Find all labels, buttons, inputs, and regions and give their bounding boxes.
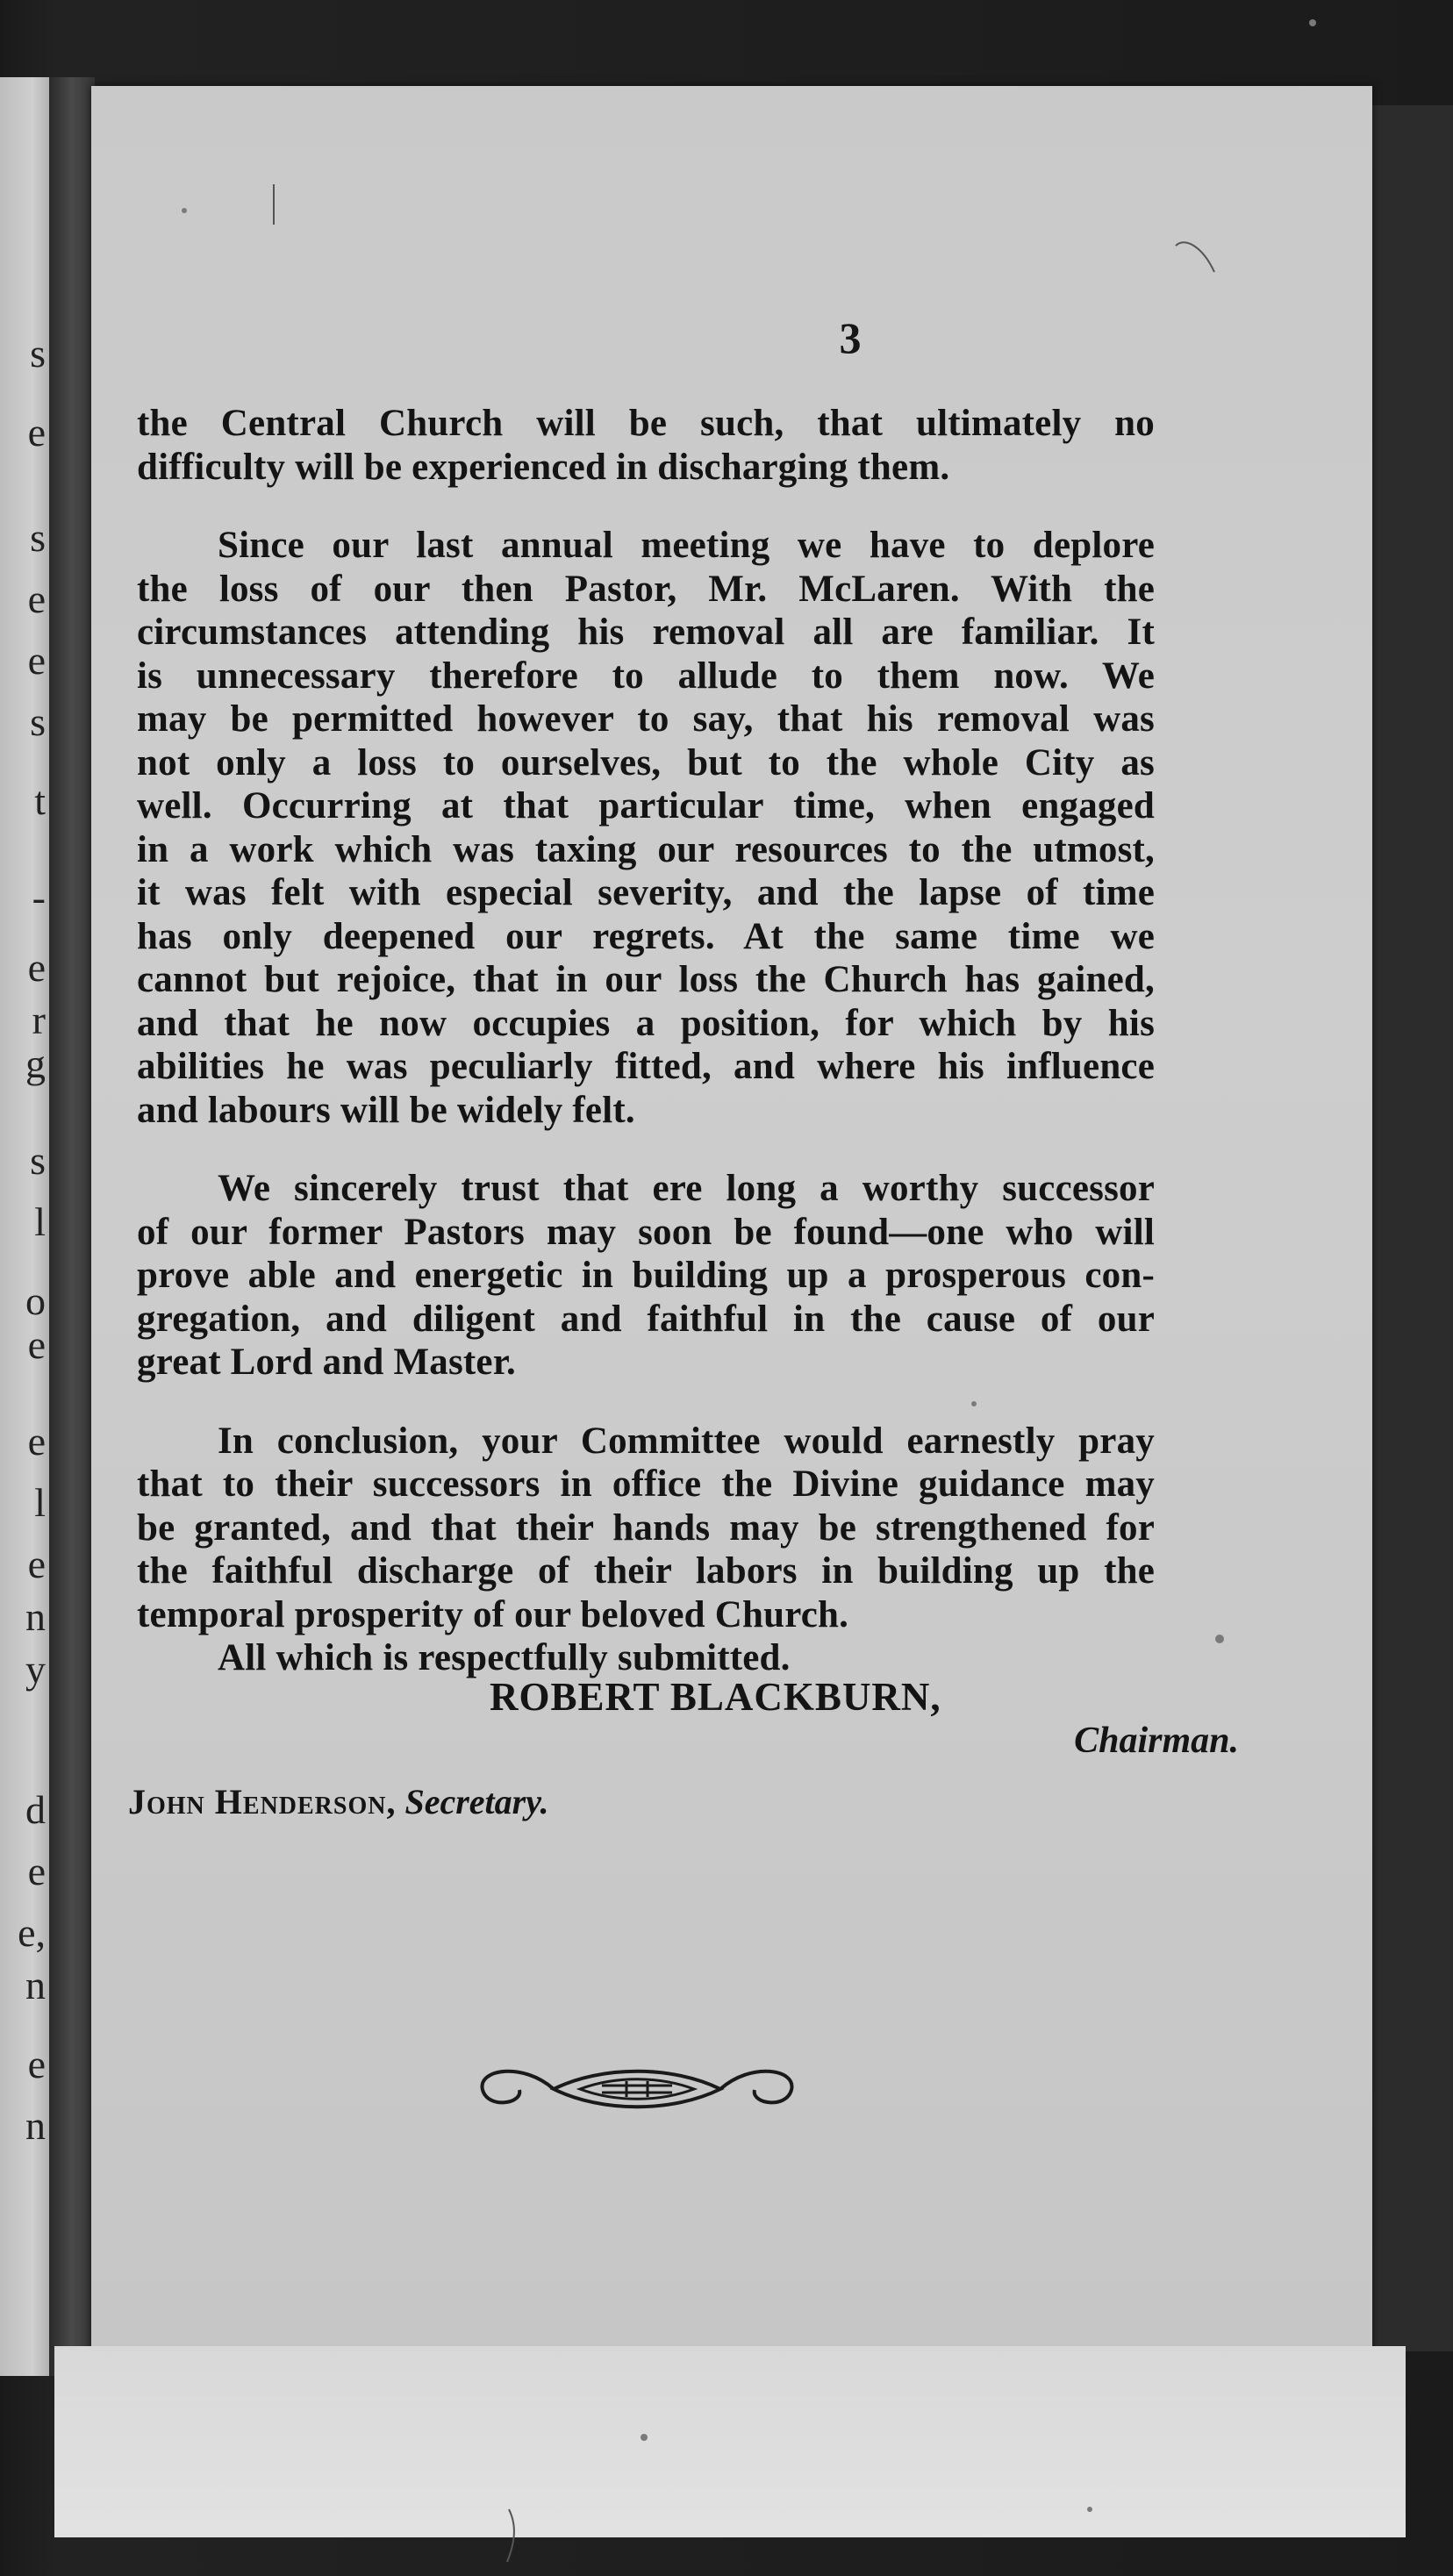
text-line: has only deepened our regrets. At the same time we: [137, 915, 1155, 957]
text-line: circumstances attending his removal all are familiar. It: [137, 612, 1155, 653]
signatory-title: Chairman.: [1074, 1721, 1239, 1761]
paragraph: [137, 402, 1155, 489]
text-line: and labours will be widely felt.: [137, 1089, 635, 1131]
secretary-title: Secretary.: [404, 1782, 549, 1821]
text-line: We sincerely trust that ere long a worthy successor: [218, 1168, 1155, 1209]
adjacent-page-fragment: y: [25, 1647, 46, 1692]
adjacent-page-fragment: n: [25, 1963, 46, 2007]
text-line: of our former Pastors may soon be found—one who will: [137, 1211, 1155, 1253]
adjacent-page-fragment: o: [25, 1278, 46, 1323]
adjacent-page-fragment: s: [30, 699, 46, 744]
text-line: the faithful discharge of their labors in building up the: [137, 1550, 1155, 1592]
adjacent-page-fragment: e: [27, 638, 46, 683]
adjacent-page-fragment: s: [30, 331, 46, 376]
text-line: is unnecessary therefore to allude to them now. We: [137, 655, 1155, 697]
text-line: the loss of our then Pastor, Mr. McLaren. With the: [137, 568, 1155, 610]
adjacent-page-fragment: e: [27, 2042, 46, 2086]
page-number: 3: [839, 313, 862, 362]
page-gutter-shadow: [49, 77, 95, 2376]
text-line: Since our last annual meeting we have to deplore: [218, 525, 1155, 566]
text-line: and that he now occupies a position, for which by his: [137, 1002, 1155, 1044]
adjacent-page-fragment: -: [32, 875, 46, 919]
text-line: temporal prosperity of our beloved Church.: [137, 1593, 849, 1635]
text-line: in a work which was taxing our resources to the utmost,: [137, 828, 1155, 870]
adjacent-page-fragment: d: [25, 1787, 46, 1832]
adjacent-page-fragment: e: [27, 576, 46, 621]
secretary-line: [128, 1781, 918, 1822]
text-line: difficulty will be experienced in discharging them.: [137, 446, 950, 488]
adjacent-page-fragment: s: [30, 1138, 46, 1183]
document-page: [91, 86, 1372, 2385]
adjacent-page-fragment: e: [27, 1849, 46, 1893]
text-line: prove able and energetic in building up a prosperous con-: [137, 1255, 1155, 1296]
adjacent-page-edge: [0, 77, 54, 2376]
signatory-name: ROBERT BLACKBURN,: [490, 1675, 941, 1719]
text-line: cannot but rejoice, that in our loss the Church has gained,: [137, 959, 1155, 1000]
decorative-flourish-icon: [470, 2050, 804, 2129]
adjacent-page-fragment: n: [25, 1594, 46, 1639]
paragraph-gap: [137, 489, 1155, 524]
paragraph-gap: [137, 1132, 1155, 1167]
text-line: well. Occurring at that particular time, when engaged: [137, 785, 1155, 826]
paragraph-gap: [137, 1385, 1155, 1420]
adjacent-page-fragment: n: [25, 2103, 46, 2148]
adjacent-page-fragment: e: [27, 1542, 46, 1586]
adjacent-page-fragment: e: [27, 1419, 46, 1463]
adjacent-page-fragment: l: [34, 1480, 46, 1525]
text-line: be granted, and that their hands may be strengthened for: [137, 1506, 1155, 1549]
paragraph: [137, 1167, 1155, 1385]
adjacent-page-fragment: e: [27, 410, 46, 454]
text-line: great Lord and Master.: [137, 1342, 516, 1383]
paragraph: [137, 1420, 1155, 1637]
adjacent-page-fragment: e,: [18, 1910, 46, 1955]
adjacent-page-fragment: g: [25, 1041, 46, 1086]
secretary-name: John Henderson,: [128, 1782, 397, 1821]
text-line: In conclusion, your Committee would earnestly pray: [218, 1420, 1155, 1462]
adjacent-page-fragment: r: [32, 998, 46, 1042]
adjacent-page-fragment: s: [30, 515, 46, 560]
body-text: [137, 402, 1155, 1680]
scanner-edge-right: [1372, 105, 1453, 2351]
text-line: not only a loss to ourselves, but to the whole City as: [137, 741, 1155, 784]
adjacent-page-fragment: e: [27, 1322, 46, 1367]
adjacent-page-fragment: e: [27, 945, 46, 990]
paragraph: [137, 524, 1155, 1132]
text-line: gregation, and diligent and faithful in the cause of our: [137, 1298, 1155, 1340]
adjacent-page-fragment: l: [34, 1199, 46, 1244]
lower-paper-edge: [54, 2346, 1406, 2537]
text-line: that to their successors in office the Divine guidance may: [137, 1463, 1155, 1505]
text-line: may be permitted however to say, that his removal was: [137, 698, 1155, 740]
text-line: the Central Church will be such, that ultimately no: [137, 403, 1155, 444]
text-line: abilities he was peculiarly fitted, and where his influence: [137, 1046, 1155, 1087]
text-line: All which is respectfully submitted.: [218, 1637, 791, 1678]
text-line: it was felt with especial severity, and the lapse of time: [137, 872, 1155, 913]
adjacent-page-fragment: t: [34, 778, 46, 823]
